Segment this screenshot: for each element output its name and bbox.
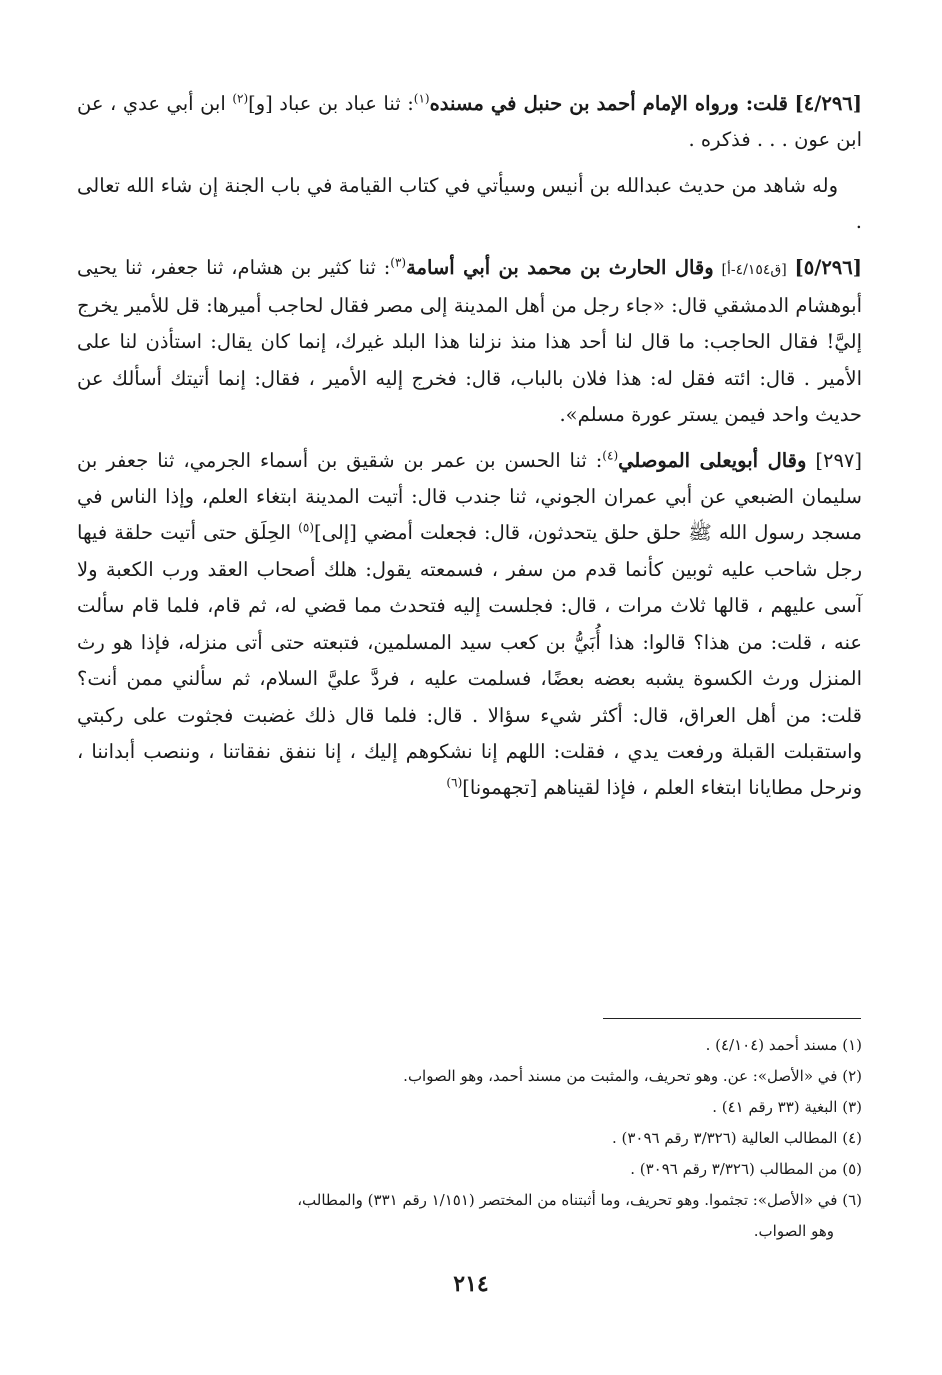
footnote-3: (٣) البغية (٣٣ رقم ٤١) . — [712, 1098, 862, 1116]
footnote-marker: (٢) — [232, 91, 249, 106]
footnote-marker: (٣) — [390, 255, 407, 270]
hadith-number: [٢٩٧] — [815, 448, 862, 472]
footnote-marker: (٤) — [602, 448, 619, 463]
narrator-lead: وقال الحارث بن محمد بن أبي أسامة — [406, 255, 714, 279]
paragraph-text: : ثنا عباد بن عباد [و] — [248, 92, 414, 115]
paragraph-text: وله شاهد من حديث عبدالله بن أنيس وسيأتي في كتاب القيامة في باب الجنة إن شاء الله تعالى . — [77, 173, 862, 234]
footnote-1: (١) مسند أحمد (٤/١٠٤) . — [705, 1036, 862, 1054]
paragraph-297 — [77, 443, 862, 807]
hadith-number: [٤/٢٩٦] — [794, 92, 863, 115]
footnote-marker: (٦) — [446, 775, 463, 790]
footnote-marker: (٥) — [298, 520, 314, 535]
page-number: ٢١٤ — [453, 1271, 489, 1297]
footnotes — [72, 1030, 862, 1247]
footnote-marker: (١) — [413, 91, 430, 106]
paragraph-296-5 — [77, 250, 862, 434]
manuscript-marker: [ق٤/١٥٤-أ] — [721, 261, 787, 278]
paragraph-witness — [77, 168, 862, 241]
footnote-2: (٢) في «الأصل»: عن. وهو تحريف، والمثبت من مسند أحمد، وهو الصواب. — [403, 1067, 862, 1085]
paragraph-296-4 — [77, 86, 862, 159]
paragraph-text: ابن أبي عدي ، عن ابن عون . . . فذكره . — [77, 92, 862, 152]
footnote-separator — [603, 1018, 861, 1019]
hadith-number: [٥/٢٩٦] — [794, 255, 862, 279]
paragraph-text: : ثنا الحسن بن عمر بن شقيق بن أسماء الجرمي، ثنا جعفر بن سليمان الضبعي عن أبي عمران الجوني، ثنا جندب قال: أتيت المدينة ابتغاء العلم، وإذا الناس في مسجد رسول الله ﷺ حلق حلق يتحدثون، قال: فجعلت أمضي [إلى] — [77, 448, 862, 545]
footnote-6: (٦) في «الأصل»: تجثموا. وهو تحريف، وما أثبتناه من المختصر (١/١٥١ رقم ٣٣١) والمطالب، — [297, 1191, 862, 1209]
main-text — [77, 86, 862, 807]
footnote-5: (٥) من المطالب (٣/٣٢٦ رقم ٣٠٩٦) . — [630, 1160, 862, 1178]
narrator-lead: وقال أبويعلى الموصلي — [618, 448, 807, 472]
footnote-6-continuation: وهو الصواب. — [753, 1222, 834, 1240]
paragraph-text: : ثنا كثير بن هشام، ثنا جعفر، ثنا يحيى أبوهشام الدمشقي قال: «جاء رجل من أهل المدينة إلى مصر فقال لحاجب أميرها: قل للأمير يخرج إليَّ! فقال الحاجب: ما قال لنا أحد هذا منذ نزلنا هذا البلد غيرك، إنما كان يقال: استأذن لنا على الأمير . قال: ائته فقل له: هذا فلان بالباب، قال: فخرج إليه الأمير ، فقال: إنما أتيتك أسألك عن حديث واحد فيمن يستر عورة مسلم». — [77, 255, 862, 427]
footnote-4: (٤) المطالب العالية (٣/٣٢٦ رقم ٣٠٩٦) . — [611, 1129, 862, 1147]
narrator-lead: قلت: ورواه الإمام أحمد بن حنبل في مسنده — [429, 92, 788, 115]
paragraph-text: الحِلَق حتى أتيت حلقة فيها رجل شاحب عليه ثوبين كأنما قدم من سفر ، فسمعته يقول: هلك أصحاب العقد ورب الكعبة ولا آسى عليهم ، قالها ثلاث مرات ، قال: فجلست إليه فتحدث مما قضي له، ثم قام، فلما قام سألت عنه ، قلت: من هذا؟ قالوا: هذا أُبَيُّ بن كعب سيد المسلمين، فتبعته حتى أتى منزله، فإذا هو رث المنزل ورث الكسوة يشبه بعضه بعضًا، فسلمت عليه ، فردَّ عليَّ السلام، ثم سألني ممن أنت؟ قلت: من أهل العراق، قال: أكثر شيء سؤالا . قال: فلما قال ذلك غضبت فجثوت على ركبتي واستقبلت القبلة ورفعت يدي ، فقلت: اللهم إنا نشكوهم إليك ، إنا ننفق نفقاتنا ، وننصب أبداننا ، ونرحل مطايانا ابتغاء العلم ، فإذا لقيناهم [تجهمونا] — [77, 521, 862, 800]
